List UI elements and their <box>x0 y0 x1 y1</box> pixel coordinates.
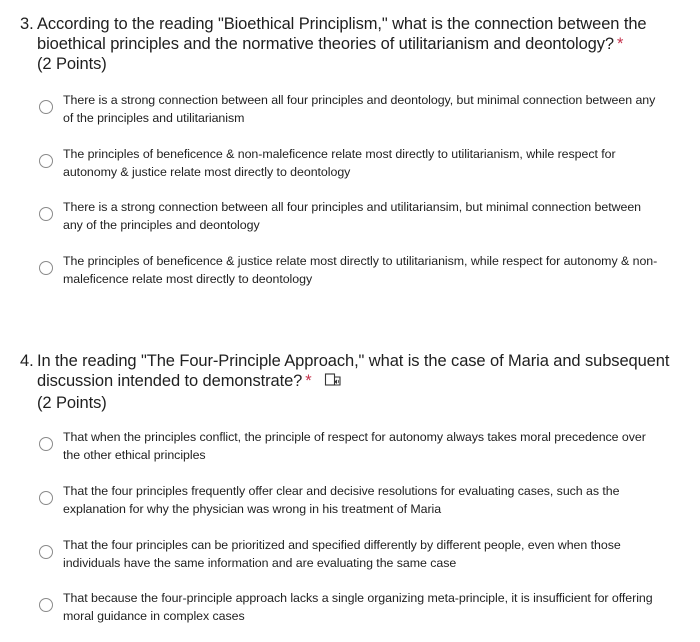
q4-option-4[interactable] <box>0 590 700 630</box>
question-number: 4. <box>20 352 34 370</box>
question-number: 3. <box>20 15 34 33</box>
immersive-reader-icon[interactable] <box>324 372 342 393</box>
question-3-header <box>0 14 700 74</box>
required-star: * <box>305 372 312 390</box>
q3-option-3[interactable] <box>0 199 700 239</box>
q3-option-4[interactable] <box>0 253 700 293</box>
option-label[interactable]: That the four principles can be prioritized and specified differently by different people, even when those individuals have the same information and are evaluating the same case <box>63 538 621 570</box>
question-points: (2 Points) <box>37 55 107 73</box>
radio-button[interactable] <box>39 100 53 114</box>
question-3 <box>0 14 700 74</box>
question-points: (2 Points) <box>37 394 107 412</box>
question-4 <box>0 351 700 413</box>
radio-button[interactable] <box>39 491 53 505</box>
radio-button[interactable] <box>39 598 53 612</box>
q3-option-2[interactable] <box>0 146 700 186</box>
question-4-title-wrap <box>37 351 686 393</box>
option-label[interactable]: The principles of beneficence & justice relate most directly to utilitarianism, while respect for autonomy & non-maleficence relate most directly to deontology <box>63 254 658 286</box>
option-label[interactable]: There is a strong connection between all four principles and utilitariansim, but minimal connection between any of the principles and deontology <box>63 200 642 232</box>
option-label[interactable]: That when the principles conflict, the principle of respect for autonomy always takes moral precedence over the other ethical principles <box>63 430 646 462</box>
radio-button[interactable] <box>39 207 53 221</box>
q4-option-3[interactable] <box>0 537 700 577</box>
option-label[interactable]: That because the four-principle approach lacks a single organizing meta-principle, it is insufficient for offering moral guidance in complex cases <box>63 591 653 623</box>
option-label[interactable]: There is a strong connection between all four principles and deontology, but minimal connection between any of the principles and utilitarianism <box>63 93 656 125</box>
question-title: In the reading "The Four-Principle Approach," what is the case of Maria and subsequent discussion intended to demonstrate? <box>37 352 670 390</box>
required-star: * <box>616 35 624 53</box>
option-label[interactable]: That the four principles frequently offer clear and decisive resolutions for evaluating cases, such as the explanation for why the physician was wrong in his treatment of Maria <box>63 484 620 516</box>
q3-option-1[interactable] <box>0 92 700 132</box>
q4-option-1[interactable] <box>0 429 700 469</box>
radio-button[interactable] <box>39 154 53 168</box>
question-3-title-wrap <box>37 14 686 54</box>
q4-option-2[interactable] <box>0 483 700 523</box>
option-label[interactable]: The principles of beneficence & non-maleficence relate most directly to utilitarianism, while respect for autonomy & justice relate most directly to deontology <box>63 147 616 179</box>
question-title: According to the reading "Bioethical Principlism," what is the connection between the bioethical principles and the normative theories of utilitarianism and deontology? <box>37 15 647 53</box>
radio-button[interactable] <box>39 261 53 275</box>
radio-button[interactable] <box>39 545 53 559</box>
question-4-header <box>0 351 700 413</box>
radio-button[interactable] <box>39 437 53 451</box>
